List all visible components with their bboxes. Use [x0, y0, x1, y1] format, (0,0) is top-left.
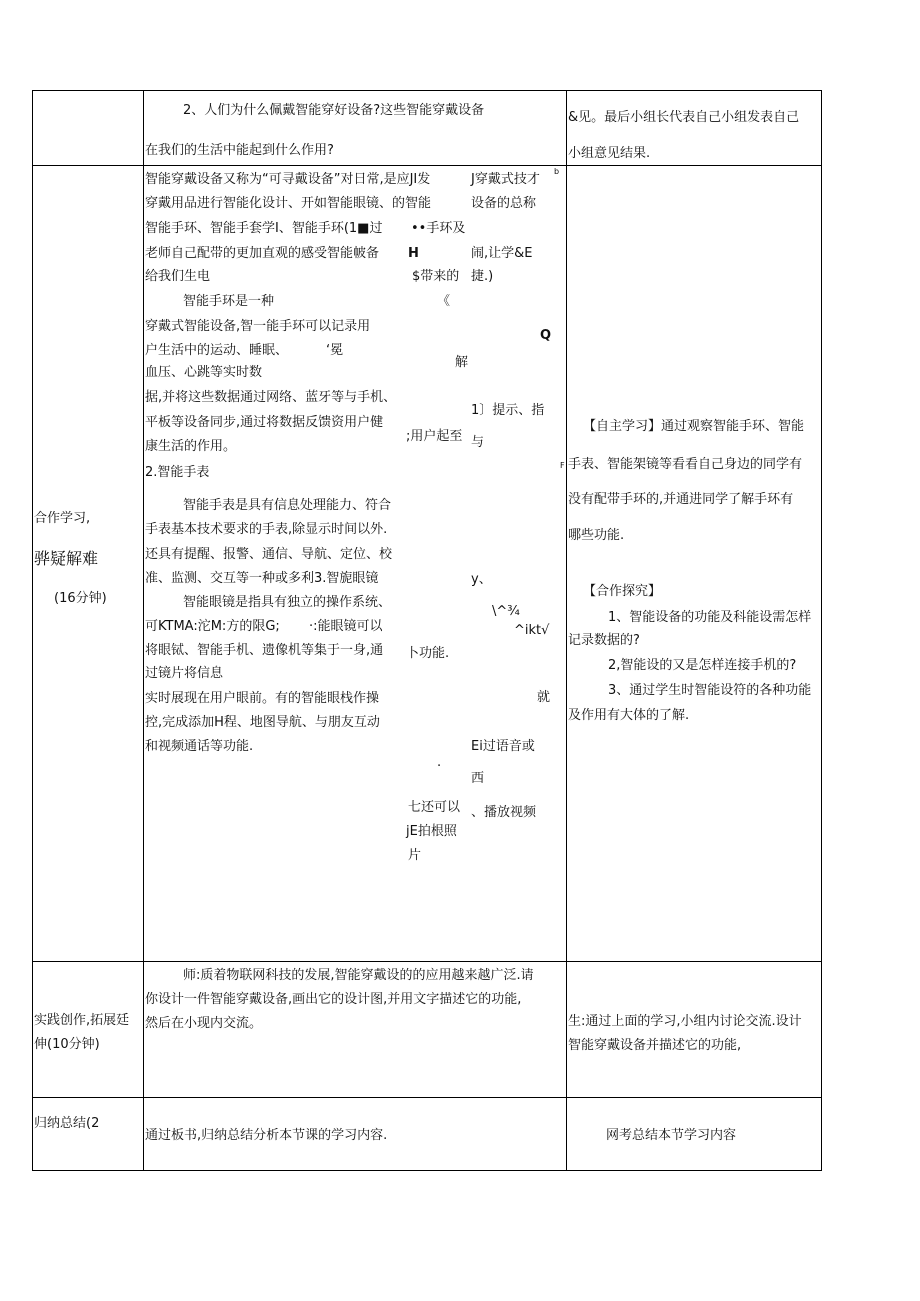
self-study-line: 没有配带手环的,并通进同学了解手环有 [568, 492, 794, 507]
content-fragment: · [437, 759, 442, 774]
content-line: 平板等设备同步,通过将数据反馈资用户健 [145, 415, 384, 430]
content-fragment: ;用户起至 [406, 429, 463, 444]
coop-title: 【合作探究】 [583, 584, 662, 599]
stray-mark: F [560, 461, 565, 470]
content-line: 穿戴用品进行智能化设计、开如智能眼镜、的智能 [145, 196, 432, 211]
content-line: 据,并将这些数据通过网络、蓝牙等与手机、 [145, 390, 397, 405]
content-fragment: 设备的总称 [471, 196, 537, 211]
section-label: 实践创作,拓展廷 [34, 1013, 130, 1028]
content-line: 还具有提醒、报警、通信、导航、定位、校 [145, 547, 393, 562]
content-line: 实时展现在用户眼前。有的智能眼栈作操 [145, 691, 380, 706]
content-line: 你设计一件智能穿戴设备,画出它的设计图,并用文字描述它的功能, [145, 992, 522, 1007]
content-heading: 2.智能手表 [145, 465, 210, 480]
content-line: 智能眼镜是指具有独立的操作系统、 [183, 595, 392, 610]
content-fragment: ·:能眼镜可以 [309, 619, 383, 634]
self-study-line: 手表、智能架镜等看看自己身边的同学有 [568, 457, 803, 472]
content-fragment: y、 [471, 572, 492, 587]
content-fragment: 《 [437, 294, 451, 309]
content-fragment: \^¾ [492, 604, 520, 619]
content-fragment: 就 [537, 690, 551, 705]
content-fragment: Q [540, 328, 552, 343]
row1-right-line: 小组意见结果. [568, 146, 651, 161]
content-line: 血压、心跳等实时数 [145, 365, 263, 380]
table-border-left [32, 90, 33, 1171]
content-line: 通过板书,归纳总结分析本节课的学习内容. [145, 1128, 388, 1143]
content-line: 给我们生电 [145, 269, 211, 284]
content-fragment: J穿戴式技才 [471, 172, 540, 187]
content-fragment: 七还可以 [408, 800, 461, 815]
coop-item: 1、智能设备的功能及科能设需怎样 [608, 610, 812, 625]
content-fragment: $带来的 [412, 269, 460, 284]
section-duration: (16分钟) [54, 591, 107, 606]
content-line: 过镜片将信息 [145, 666, 224, 681]
coop-item: 记录数据的? [568, 633, 640, 648]
section-label: 伸(10分钟) [34, 1037, 100, 1052]
content-fragment: jE拍根照 [406, 824, 457, 839]
row-divider [32, 1097, 822, 1098]
coop-item: 2,智能设的又是怎样连接手机的? [608, 658, 797, 673]
content-line: 可KTMA:沱M:方的限G; [145, 619, 280, 634]
content-fragment: 西 [471, 771, 485, 786]
table-border-bottom [32, 1170, 822, 1171]
content-fragment: 解 [455, 355, 469, 370]
self-study-line: 【自主学习】通过观察智能手环、智能 [583, 419, 805, 434]
content-fragment: 卜功能. [406, 646, 450, 661]
content-line: 户生活中的运动、睡眠、 [145, 343, 289, 358]
content-line: 和视频通话等功能. [145, 739, 254, 754]
coop-item: 及作用有大体的了解. [568, 708, 690, 723]
content-line: 智能穿戴设备又称为“可寻戴设备”对日常,是应JI发 [145, 172, 431, 187]
student-activity-line: 智能穿戴设备并描述它的功能, [568, 1038, 742, 1053]
column-divider [143, 90, 144, 1171]
content-fragment: H [408, 246, 419, 261]
row-divider [32, 165, 822, 166]
section-label: 合作学习, [34, 511, 91, 526]
content-fragment: Ei过语音或 [471, 739, 535, 754]
content-line: 控,完成添加H程、地图导航、与朋友互动 [145, 715, 380, 730]
content-line: 老师自己配带的更加直观的感受智能帔备 [145, 246, 380, 261]
self-study-line: 哪些功能. [568, 528, 625, 543]
section-label: 归纳总结(2 [34, 1116, 100, 1131]
content-fragment: 与 [471, 435, 485, 450]
content-fragment: 1〕提示、指 [471, 403, 545, 418]
student-activity-line: 网考总结本节学习内容 [606, 1128, 737, 1143]
content-line: 将眼铽、智能手机、遗像机等集于一身,通 [145, 643, 384, 658]
student-activity-line: 生:通过上面的学习,小组内讨论交流.设计 [568, 1014, 802, 1029]
content-fragment: 、播放视频 [471, 805, 537, 820]
row1-mid-line: 2、人们为什么佩戴智能穿好设备?这些智能穿戴设备 [183, 103, 485, 118]
table-border-right [821, 90, 822, 1171]
stray-mark: b [554, 167, 560, 176]
content-line: 智能手环是一种 [183, 294, 275, 309]
column-divider [566, 90, 567, 1171]
content-line: 穿戴式智能设备,智一能手环可以记录用 [145, 319, 371, 334]
row-divider [32, 961, 822, 962]
content-fragment: 捷.) [471, 269, 494, 284]
content-line: 智能手表是具有信息处理能力、符合 [183, 498, 392, 513]
row1-mid-line: 在我们的生活中能起到什么作用? [145, 143, 334, 158]
content-line: 准、监测、交互等一种或多利3.智旎眼镜 [145, 571, 379, 586]
table-border-top [32, 90, 822, 91]
content-line: 手表基本技术要求的手表,除显示时间以外. [145, 522, 388, 537]
content-line: 师:质着物联网科技的发展,智能穿戴设的的应用越来越广泛.请 [183, 968, 534, 983]
content-fragment: ^ikt√ [514, 623, 550, 638]
content-line: 康生活的作用。 [145, 439, 237, 454]
content-line: 然后在小现内交流。 [145, 1016, 263, 1031]
content-fragment: 闹,让学&E [471, 246, 533, 261]
content-fragment: 片 [408, 848, 422, 863]
row1-right-line: &见。最后小组长代表自己小组发表自己 [568, 110, 800, 125]
content-fragment: ‘冕 [326, 343, 344, 358]
content-line: 智能手环、智能手套学I、智能手环(1■过 [145, 221, 383, 236]
section-label: 骅疑解难 [34, 549, 99, 568]
content-fragment: ••手环及 [411, 221, 466, 236]
coop-item: 3、通过学生时智能设符的各种功能 [608, 683, 812, 698]
